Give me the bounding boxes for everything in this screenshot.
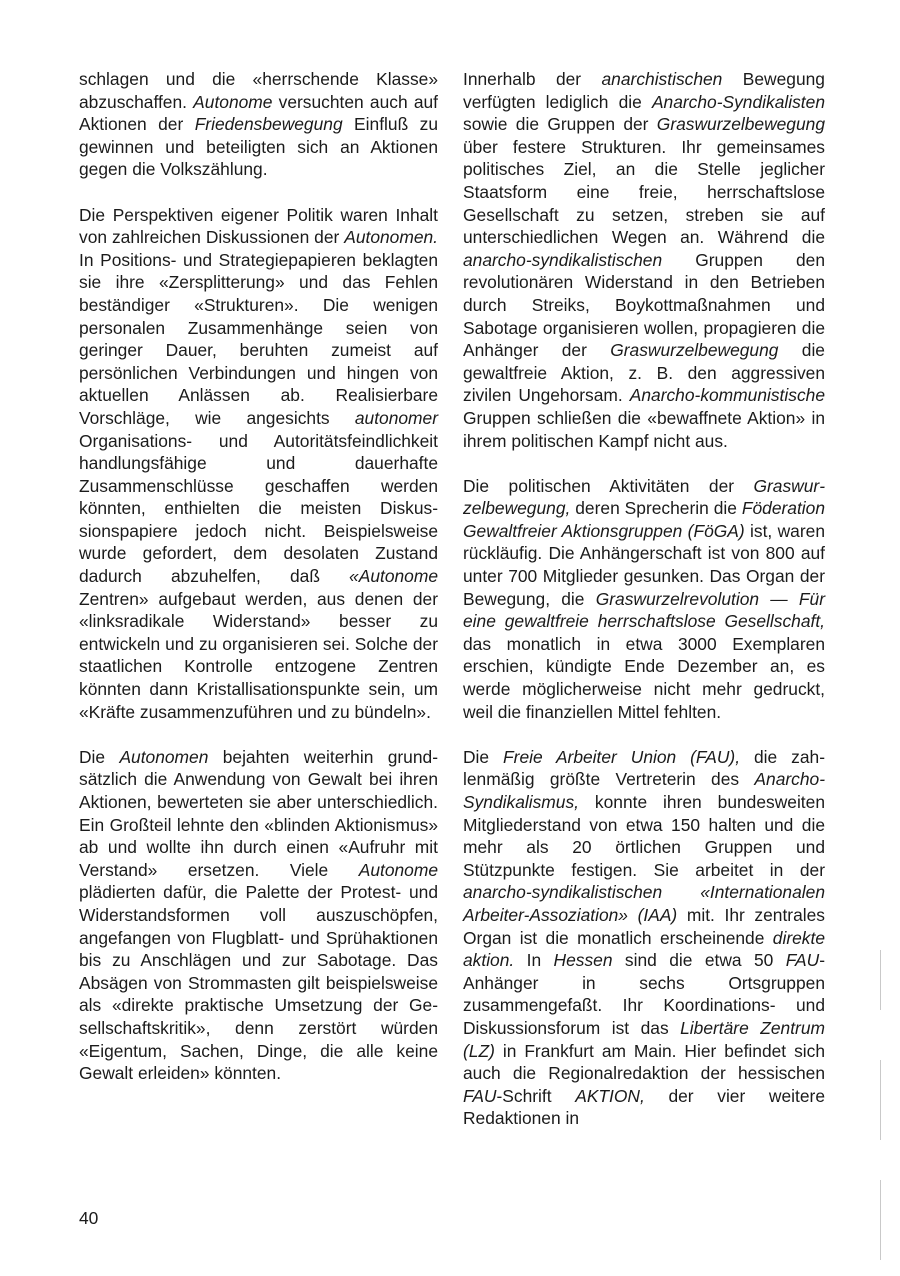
emphasized-text: Hessen [553, 950, 613, 971]
paragraph [79, 204, 438, 724]
paragraph [463, 68, 825, 452]
emphasized-text: anarchistischen [601, 69, 723, 89]
body-text: In [514, 950, 554, 971]
body-text: Organisations- und Autoritätsfeindlichkeit handlungsfähige und dauerhafte Zusammenschlüsse geschaffen werden könnten, enthielten die meisten Diskussionspapiere jedoch nicht. Beispielsweise wurde gefordert, dem desolaten Zustand dadurch abzuhelfen, daß [79, 430, 438, 587]
body-text: konnte ihren bundesweiten Mitgliederstand von etwa 150 halten und die mehr als 20 örtlichen Gruppen und Stützpunkte festigen. Sie arbeitet in der [463, 792, 825, 880]
emphasized-text: Graswurzelbewegung, [463, 475, 825, 519]
emphasized-text: Freie Arbeiter Union (FAU), [503, 746, 741, 767]
body-text: Einfluß zu gewinnen und beteiligten sich an Aktionen gegen die Volkszählung. [79, 114, 438, 180]
emphasized-text: Friedensbewegung [194, 114, 343, 135]
paragraph [79, 68, 438, 181]
emphasized-text: Autonome [193, 91, 273, 112]
body-text: ist, waren rückläufig. Die Anhängerschaft ist von 800 auf unter 700 Mitglieder gesunken. Das Organ der Bewegung, die [463, 520, 825, 609]
emphasized-text: AKTION, [575, 1085, 645, 1106]
emphasized-text: anarcho-syndikalistischen [463, 249, 663, 270]
body-text: In Positions- und Strategiepapieren beklagten sie ihre «Zersplitterung» und das Fehlen beständiger «Strukturen». Die wenigen personalen Zusammenhänge seien von geringer Dauer, beruhten zumeist auf persönlichen Verbindungen und hingen von aktuellen Anlässen ab. Realisierbare Vorschläge, wie angesichts [79, 249, 438, 428]
emphasized-text: Autonomen [119, 746, 209, 767]
scan-edge-mark [880, 1180, 881, 1260]
paragraph [463, 746, 825, 1130]
body-text: mit. Ihr zentrales Organ ist die monatlich erscheinende [463, 904, 825, 948]
emphasized-text: Föderation Gewaltfreier Aktionsgruppen (FöGA) [463, 498, 825, 541]
scan-edge-mark [880, 950, 881, 1010]
body-text: deren Sprecherin die [570, 498, 742, 519]
emphasized-text: Autonomen. [344, 227, 438, 248]
body-text: Gruppen den revolutionären Widerstand in den Betrieben durch Streiks, Boykottmaßnahmen und Sabotage organisieren wollen, propagieren die Anhänger der [463, 249, 825, 361]
body-text: Die [463, 746, 504, 767]
page-number: 40 [79, 1208, 99, 1228]
body-text: sowie die Gruppen der [463, 114, 657, 135]
body-text: versuchten auch auf Aktionen der [79, 91, 438, 135]
emphasized-text: FAU [785, 950, 820, 971]
body-text: -Schrift [496, 1085, 576, 1106]
paragraph [463, 475, 825, 724]
paragraph [79, 746, 438, 1085]
body-text: Innerhalb der [463, 69, 602, 89]
emphasized-text: Graswurzelbewegung [610, 340, 779, 361]
emphasized-text: FAU [463, 1085, 497, 1106]
body-text: plädierten dafür, die Palette der Protest- und Widerstandsformen voll auszuschöpfen, angefangen von Flugblatt- und Sprühaktionen bis zu Anschlägen und zur Sabotage. Das Absägen von Strommasten gilt beispielsweise als «direkte praktische Umsetzung der Gesellschaftskritik», denn zerstört würden «Eigentum, Sachen, Dinge, die alle keine Gewalt erleiden» könnten. [79, 882, 438, 1084]
emphasized-text: Libertäre Zentrum (LZ) [463, 1017, 825, 1061]
right-column [463, 68, 825, 1130]
emphasized-text: Anarcho-kommunistische [629, 385, 825, 406]
body-text: -Anhänger in sechs Ortsgruppen zusammengefaßt. Ihr Koordinations- und Diskussionsforum ist das [463, 950, 825, 1038]
body-text: Die politischen Aktivitäten der [463, 475, 754, 496]
body-text: Die [79, 746, 120, 767]
body-text: über festere Strukturen. Ihr gemeinsames politisches Ziel, an die Stelle jeglicher Staatsform eine freie, herrschaftslose Gesellschaft zu setzen, streben sie auf unterschiedlichen Wegen an. Während die [463, 136, 825, 248]
body-text: sind die etwa 50 [612, 950, 786, 971]
left-column [79, 68, 438, 1085]
body-text: Bewegung verfügten lediglich die [463, 69, 825, 112]
emphasized-text: anarcho-syndikalistischen «Internationalen Arbeiter-Assoziation» (IAA) [463, 882, 825, 925]
body-text: die gewaltfreie Aktion, z. B. den aggressiven zivilen Ungehorsam. [463, 340, 825, 406]
body-text: Die Perspektiven eigener Politik waren Inhalt von zahlreichen Diskussionen der [79, 204, 438, 248]
body-text: schlagen und die «herrschende Klasse» abzuschaffen. [79, 69, 438, 112]
emphasized-text: Anarcho-Syndikalisten [651, 91, 825, 112]
body-text: Zentren» aufgebaut werden, aus denen der «linksradikale Widerstand» besser zu entwickeln und zu organisieren sei. Solche der staatlichen Kontrolle entzogene Zentren könnten dann Kristallisationspunkte sein, um «Kräfte zusammenzuführen und zu bündeln». [79, 588, 438, 722]
body-text: der vier weitere Redaktionen in [463, 1085, 825, 1129]
emphasized-text: Graswurzelrevolution — Für eine gewaltfreie herrschaftslose Gesellschaft, [463, 588, 825, 632]
body-text: Gruppen schließen die «bewaffnete Aktion» in ihrem politischen Kampf nicht aus. [463, 407, 825, 451]
emphasized-text: Graswurzelbewegung [656, 114, 825, 135]
body-text: die zahlenmäßig größte Vertreterin des [463, 746, 825, 790]
body-text: das monatlich in etwa 3000 Exemplaren erschien, kündigte Ende Dezember an, es werde möglicherweise nicht mehr gedruckt, weil die finanziellen Mittel fehlten. [463, 633, 825, 722]
emphasized-text: «Autonome [349, 566, 438, 587]
body-text: bejahten weiterhin grundsätzlich die Anwendung von Gewalt bei ihren Aktionen, bewerteten sie aber unterschiedlich. Ein Großteil lehnte den «blinden Aktionismus» ab und wollte ihn durch einen «Aufruhr mit Verstand» ersetzen. Viele [79, 746, 438, 880]
emphasized-text: autonomer [354, 407, 438, 428]
emphasized-text: direkte aktion. [463, 927, 825, 971]
body-text: in Frankfurt am Main. Hier befindet sich auch die Regionalredaktion der hessischen [463, 1040, 825, 1084]
emphasized-text: Anarcho-Syndikalismus, [463, 769, 825, 812]
scan-edge-mark [880, 1060, 881, 1140]
emphasized-text: Autonome [358, 859, 438, 880]
